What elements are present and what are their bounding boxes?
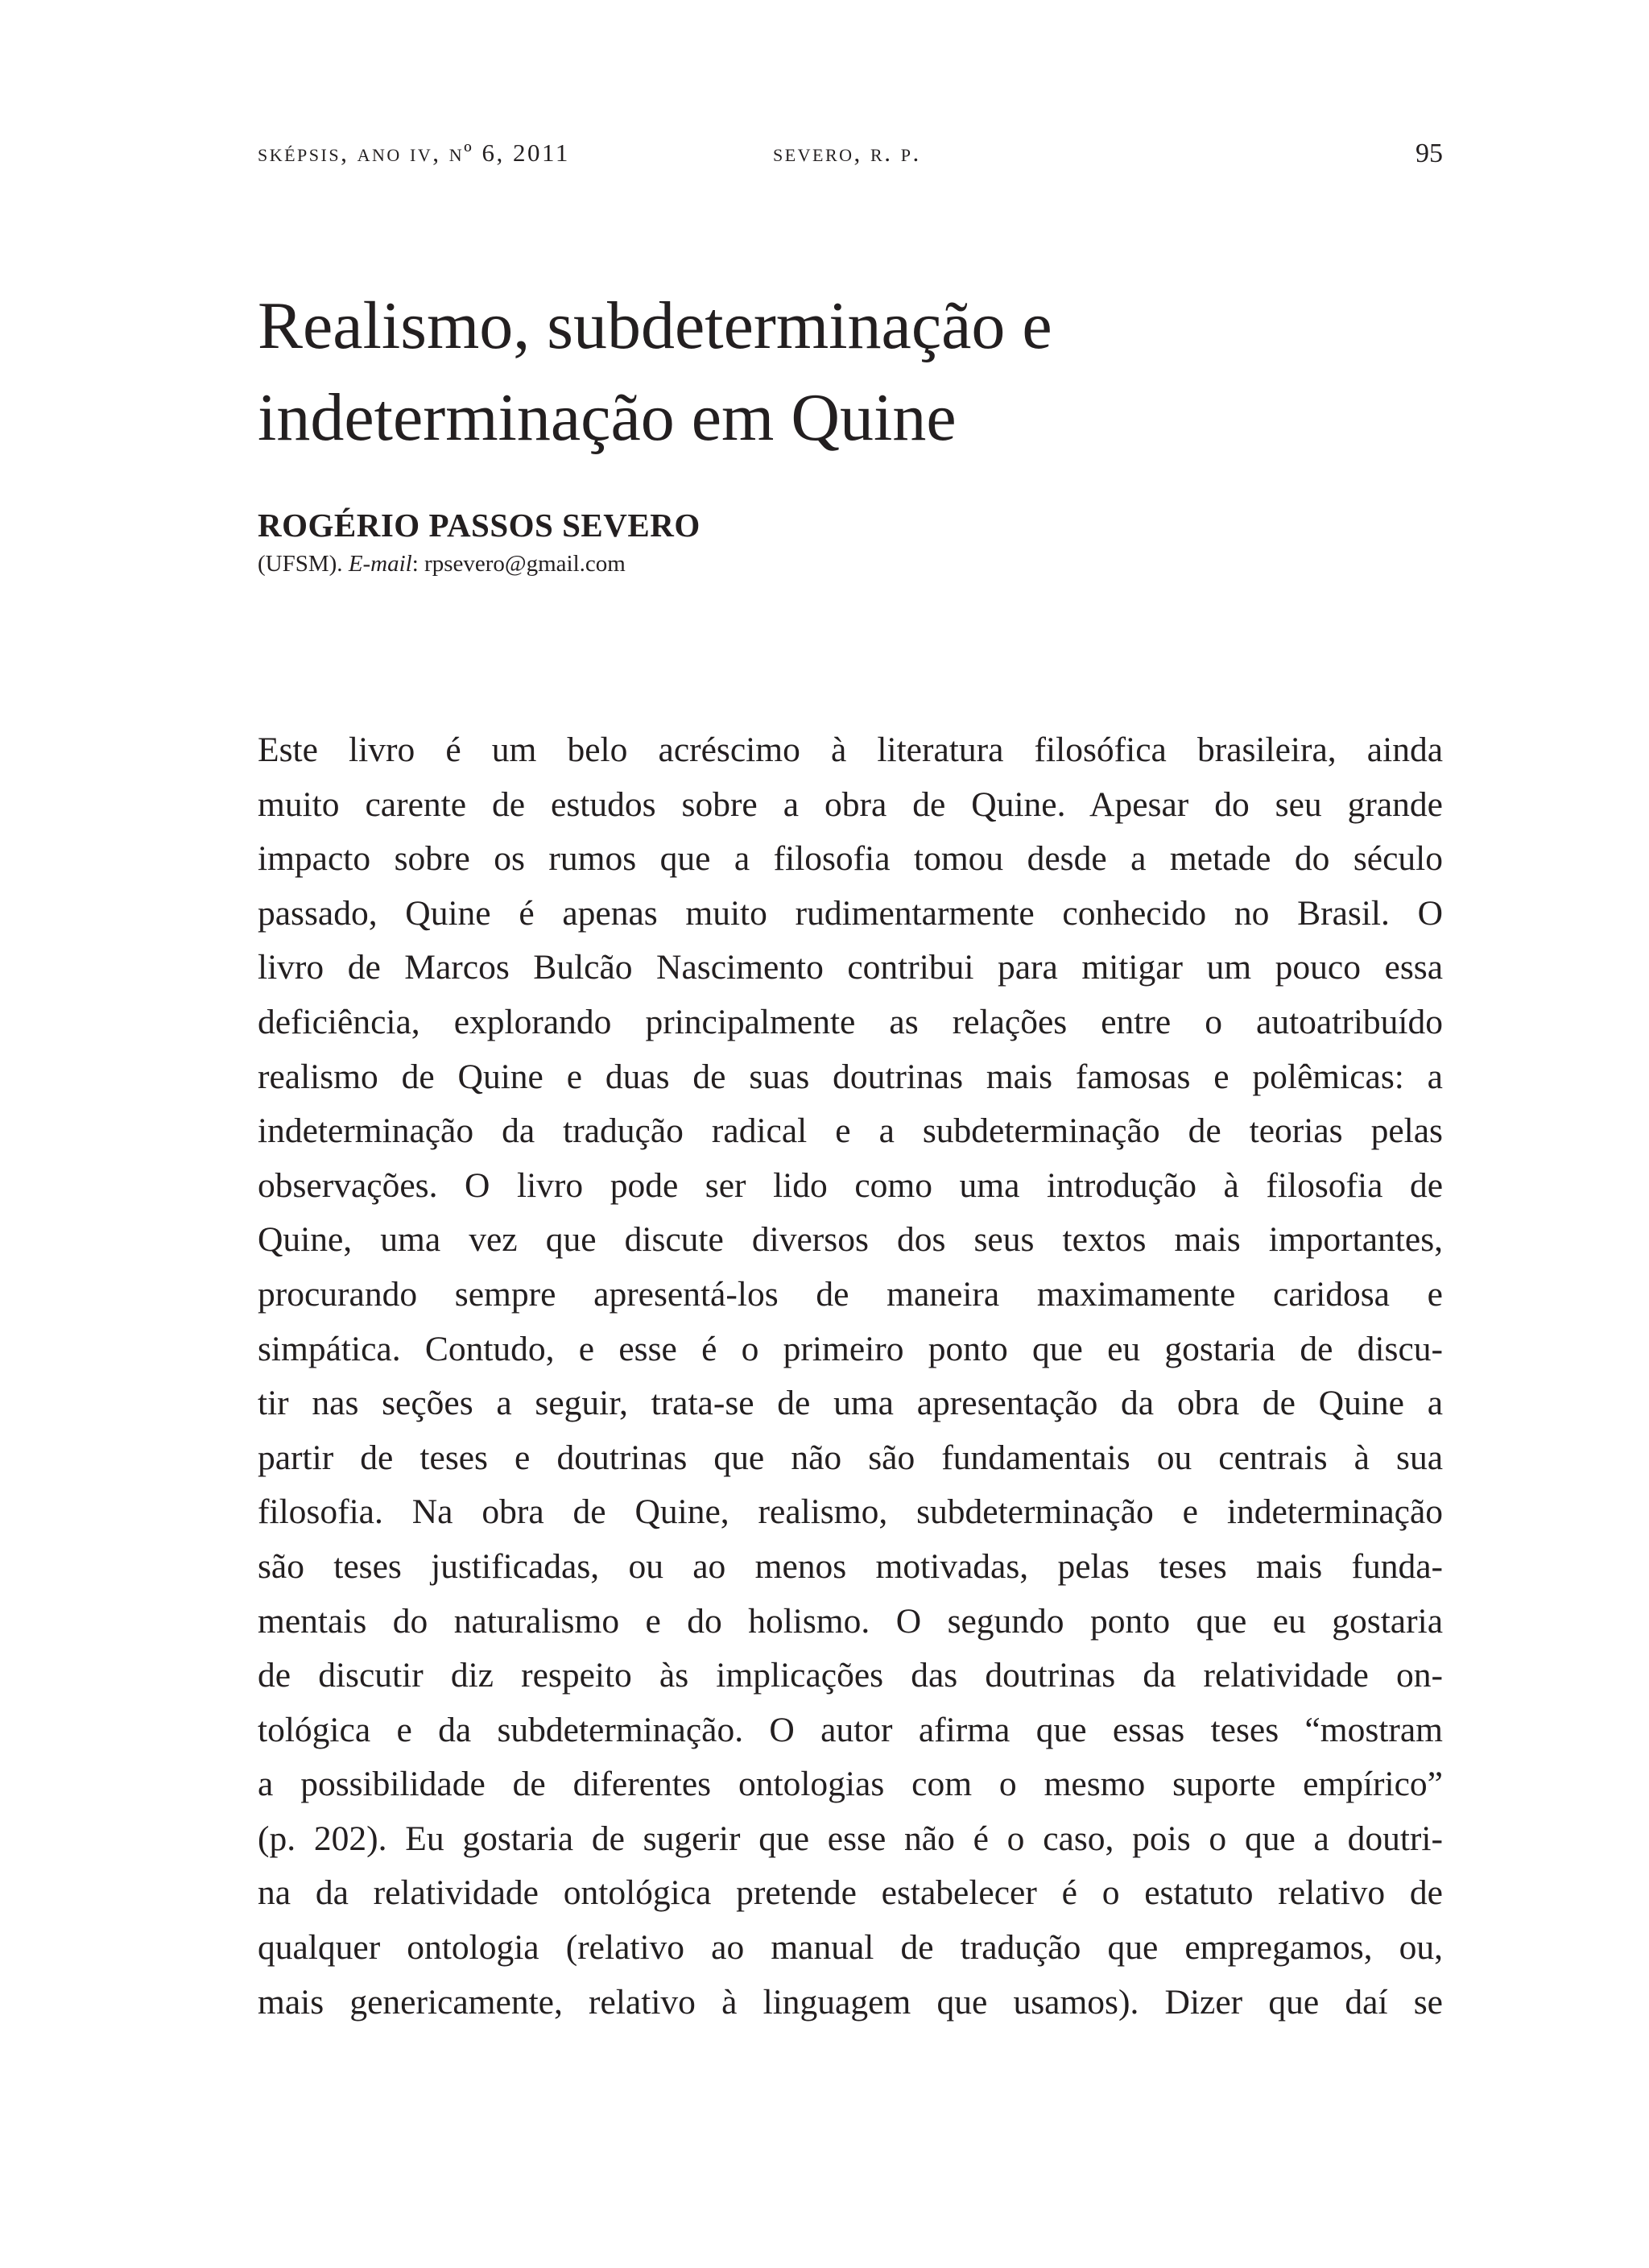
body-line: mais genericamente, relativo à linguagem que usamos). Dizer que daí se (258, 1982, 1443, 2022)
body-line: indeterminação da tradução radical e a subdeterminação de teorias pelas (258, 1111, 1443, 1151)
body-line: qualquer ontologia (relativo ao manual de tradução que empregamos, ou, (258, 1928, 1443, 1968)
body-line: na da relatividade ontológica pretende estabelecer é o estatuto relativo de (258, 1873, 1443, 1913)
email-label: E-mail (348, 551, 412, 577)
body-line: filosofia. Na obra de Quine, realismo, subdeterminação e indeterminação (258, 1492, 1443, 1532)
title-line: indeterminação em Quine (258, 380, 957, 455)
running-author: severo, r. p. (773, 139, 921, 167)
body-line: impacto sobre os rumos que a filosofia tomou desde a metade do século (258, 839, 1443, 879)
body-line: (p. 202). Eu gostaria de sugerir que esse não é o caso, pois o que a doutri- (258, 1819, 1443, 1858)
body-line: mentais do naturalismo e do holismo. O segundo ponto que eu gostaria (258, 1601, 1443, 1641)
body-line: Quine, uma vez que discute diversos dos seus textos mais importantes, (258, 1220, 1443, 1260)
title-line: Realismo, subdeterminação e (258, 288, 1052, 363)
body-line: passado, Quine é apenas muito rudimentarmente conhecido no Brasil. O (258, 893, 1443, 933)
body-line: tológica e da subdeterminação. O autor afirma que essas teses “mostram (258, 1710, 1443, 1749)
body-line: Este livro é um belo acréscimo à literatura filosófica brasileira, ainda (258, 730, 1443, 769)
running-head (258, 139, 1443, 179)
body-line: são teses justificadas, ou ao menos motivadas, pelas teses mais funda- (258, 1546, 1443, 1586)
journal-citation: sképsis, ano iv, nº 6, 2011 (258, 139, 570, 167)
author-affiliation (258, 551, 626, 577)
affiliation-prefix: (UFSM). (258, 551, 349, 577)
body-line: procurando sempre apresentá-los de maneira maximamente caridosa e (258, 1274, 1443, 1314)
body-line: simpática. Contudo, e esse é o primeiro ponto que eu gostaria de discu- (258, 1329, 1443, 1368)
body-line: tir nas seções a seguir, trata-se de uma apresentação da obra de Quine a (258, 1384, 1443, 1423)
body-line: livro de Marcos Bulcão Nascimento contribui para mitigar um pouco essa (258, 948, 1443, 987)
body-line: de discutir diz respeito às implicações das doutrinas da relatividade on- (258, 1656, 1443, 1695)
body-paragraph (258, 723, 1443, 2030)
body-line: realismo de Quine e duas de suas doutrinas mais famosas e polêmicas: a (258, 1057, 1443, 1096)
email-address: : rpsevero@gmail.com (411, 551, 626, 577)
body-line: deficiência, explorando principalmente as relações entre o autoatribuído (258, 1002, 1443, 1041)
body-line: observações. O livro pode ser lido como uma introdução à filosofia de (258, 1165, 1443, 1205)
page-number: 95 (1415, 139, 1443, 168)
author-name: ROGÉRIO PASSOS SEVERO (258, 507, 701, 544)
body-line: partir de teses e doutrinas que não são fundamentais ou centrais à sua (258, 1438, 1443, 1477)
body-line: muito carente de estudos sobre a obra de Quine. Apesar do seu grande (258, 784, 1443, 824)
body-line: a possibilidade de diferentes ontologias com o mesmo suporte empírico” (258, 1765, 1443, 1804)
article-title (258, 280, 1449, 464)
